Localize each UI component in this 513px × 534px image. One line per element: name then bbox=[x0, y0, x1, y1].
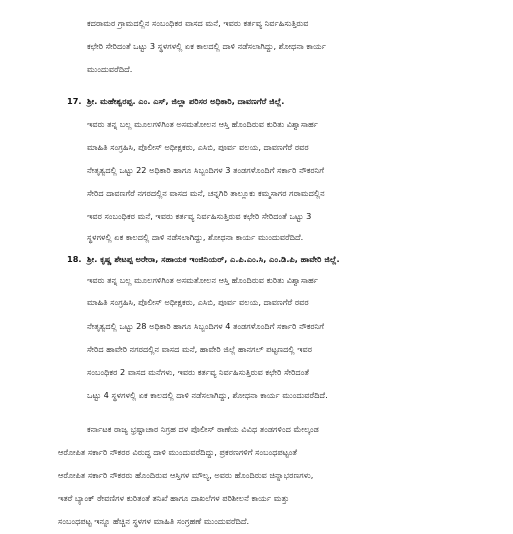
item-17-number: 17. bbox=[67, 96, 82, 106]
item-18-line-2: ಮಾಹಿತಿ ಸಂಗ್ರಹಿಸಿ, ಪೊಲೀಸ್ ಅಧೀಕ್ಷಕರು, ಎಸಿಬಿ, ಪೂರ್ವ ವಲಯ, ದಾವಣಗೆರೆ ರವರ bbox=[87, 297, 309, 307]
item-17-line-5: ಇವರ ಸಂಬಂಧಿಕರ ಮನೆ, ಇವರು ಕರ್ತವ್ಯ ನಿರ್ವಹಿಸುತ್ತಿರುವ ಕಛೇರಿ ಸೇರಿದಂತೆ ಒಟ್ಟು 3 bbox=[87, 211, 312, 221]
intro-line-2: ಕಛೇರಿ ಸೇರಿದಂತೆ ಒಟ್ಟು 3 ಸ್ಥಳಗಳಲ್ಲಿ ಏಕ ಕಾಲದಲ್ಲಿ ದಾಳಿ ನಡೆಸಲಾಗಿದ್ದು, ಶೋಧನಾ ಕಾರ್ಯ bbox=[87, 41, 326, 51]
item-18-line-6: ಒಟ್ಟು 4 ಸ್ಥಳಗಳಲ್ಲಿ ಏಕ ಕಾಲದಲ್ಲಿ ದಾಳಿ ನಡೆಸಲಾಗಿದ್ದು, ಶೋಧನಾ ಕಾರ್ಯ ಮುಂದುವರೆದಿದೆ. bbox=[87, 390, 328, 400]
item-17-heading-text: ಶ್ರೀ. ಮಹೇಶ್ವರಪ್ಪ. ಎಂ. ಎಸ್, ಜಿಲ್ಲಾ ಪರಿಸರ ಅಧಿಕಾರಿ, ದಾವಣಗೆರೆ ಜಿಲ್ಲೆ. bbox=[87, 96, 285, 106]
closing-line-4: ಇತರೆ ಬ್ಯಾಂಕ್ ಠೇವಣಿಗಳ ಕುರಿತಂತೆ ತನಿಖೆ ಹಾಗೂ ದಾಖಲೆಗಳ ಪರಿಶೀಲನೆ ಕಾರ್ಯ ಮತ್ತು bbox=[58, 493, 290, 503]
item-18-heading-text: ಶ್ರೀ. ಕೃಷ್ಣ ಶೇಟಪ್ಪ ಅರೇರಾ, ಸಹಾಯಕ ಇಂಜಿನಿಯರ್, ಎ.ಪಿ.ಎಂ.ಸಿ, ಎಂ.ಡಿ.ಪಿ, ಹಾವೇರಿ ಜಿಲ್ಲೆ. bbox=[87, 254, 340, 264]
intro-line-3: ಮುಂದುವರೆದಿದೆ. bbox=[87, 64, 133, 74]
item-18-line-3: ನೇತೃತ್ವದಲ್ಲಿ ಒಟ್ಟು 28 ಅಧಿಕಾರಿ ಹಾಗೂ ಸಿಬ್ಬಂದಿಗಳ 4 ತಂಡಗಳೊಂದಿಗೆ ಸರ್ಕಾರಿ ನೌಕರನಿಗೆ bbox=[87, 321, 325, 331]
item-17-heading bbox=[67, 95, 284, 107]
item-17-line-3: ನೇತೃತ್ವದಲ್ಲಿ ಒಟ್ಟು 22 ಅಧಿಕಾರಿ ಹಾಗೂ ಸಿಬ್ಬಂದಿಗಳ 3 ತಂಡಗಳೊಂದಿಗೆ ಸರ್ಕಾರಿ ನೌಕರನಿಗೆ bbox=[87, 165, 325, 175]
intro-line-1: ಕದರಾಮರ ಗ್ರಾಮದಲ್ಲಿನ ಸಂಬಂಧಿಕರ ವಾಸದ ಮನೆ, ಇವರು ಕರ್ತವ್ಯ ನಿರ್ವಹಿಸುತ್ತಿರುವ bbox=[87, 18, 309, 28]
closing-line-5: ಸಂಬಂಧಪಟ್ಟ ಇನ್ನೂ ಹೆಚ್ಚಿನ ಸ್ಥಳಗಳ ಮಾಹಿತಿ ಸಂಗ್ರಹಣೆ ಮುಂದುವರೆದಿದೆ. bbox=[58, 516, 250, 526]
closing-line-3: ಆರೋಪಿತ ಸರ್ಕಾರಿ ನೌಕರರು ಹೊಂದಿರುವ ಆಸ್ತಿಗಳ ಮೌಲ್ಯ, ಅವರು ಹೊಂದಿರುವ ಚಿನ್ನಾಭರಣಗಳು, bbox=[58, 470, 314, 480]
closing-line-2: ಆರೋಪಿತ ಸರ್ಕಾರಿ ನೌಕರರ ವಿರುದ್ಧ ದಾಳಿ ಮುಂದುವರೆದಿದ್ದು, ಪ್ರಕರಣಗಳಿಗೆ ಸಂಬಂಧಪಟ್ಟಂತೆ bbox=[58, 447, 298, 457]
item-17-line-4: ಸೇರಿದ ದಾವಣಗೆರೆ ನಗರದಲ್ಲಿನ ವಾಸದ ಮನೆ, ಚನ್ನಗಿರಿ ತಾಲ್ಲೂಕು ಕಮ್ಮಸಾಗರ ಗರಾಮದಲ್ಲಿನ bbox=[87, 188, 325, 198]
item-17-line-1: ಇವರು ತನ್ನ ಬಲ್ಲ ಮೂಲಗಳಿಗಿಂತ ಅಸಮತೋಲನ ಆಸ್ತಿ ಹೊಂದಿರುವ ಕುರಿತು ವಿಶ್ವಾಸಾರ್ಹ bbox=[87, 119, 319, 129]
item-18-line-4: ಸೇರಿದ ಹಾವೇರಿ ನಗರದಲ್ಲಿನ ವಾಸದ ಮನೆ, ಹಾವೇರಿ ಜಿಲ್ಲೆ ಹಾನಗಲ್ ಪಟ್ಟಣದಲ್ಲಿ ಇವರ bbox=[87, 344, 313, 354]
item-17-line-6: ಸ್ಥಳಗಳಲ್ಲಿ ಏಕ ಕಾಲದಲ್ಲಿ ದಾಳಿ ನಡೆಸಲಾಗಿದ್ದು, ಶೋಧನಾ ಕಾರ್ಯ ಮುಂದುವರೆದಿದೆ. bbox=[87, 232, 304, 242]
item-18-number: 18. bbox=[67, 254, 82, 264]
item-18-heading bbox=[67, 253, 340, 265]
item-18-line-1: ಇವರು ತನ್ನ ಬಲ್ಲ ಮೂಲಗಳಿಗಿಂತ ಅಸಮತೋಲನ ಆಸ್ತಿ ಹೊಂದಿರುವ ಕುರಿತು ವಿಶ್ವಾಸಾರ್ಹ bbox=[87, 275, 319, 285]
item-18-line-5: ಸಂಬಂಧಿಕರ 2 ವಾಸದ ಮನೆಗಳು, ಇವರು ಕರ್ತವ್ಯ ನಿರ್ವಹಿಸುತ್ತಿರುವ ಕಛೇರಿ ಸೇರಿದಂತೆ bbox=[87, 367, 310, 377]
closing-line-1: ಕರ್ನಾಟಕ ರಾಜ್ಯ ಭ್ರಷ್ಟಾಚಾರ ನಿಗ್ರಹ ದಳ ಪೊಲೀಸ್ ಠಾಣೆಯ ವಿವಿಧ ತಂಡಗಳಿಂದ ಮೇಲ್ಕಂಡ bbox=[87, 424, 319, 434]
item-17-line-2: ಮಾಹಿತಿ ಸಂಗ್ರಹಿಸಿ, ಪೊಲೀಸ್ ಅಧೀಕ್ಷಕರು, ಎಸಿಬಿ, ಪೂರ್ವ ವಲಯ, ದಾವಣಗೆರೆ ರವರ bbox=[87, 142, 309, 152]
